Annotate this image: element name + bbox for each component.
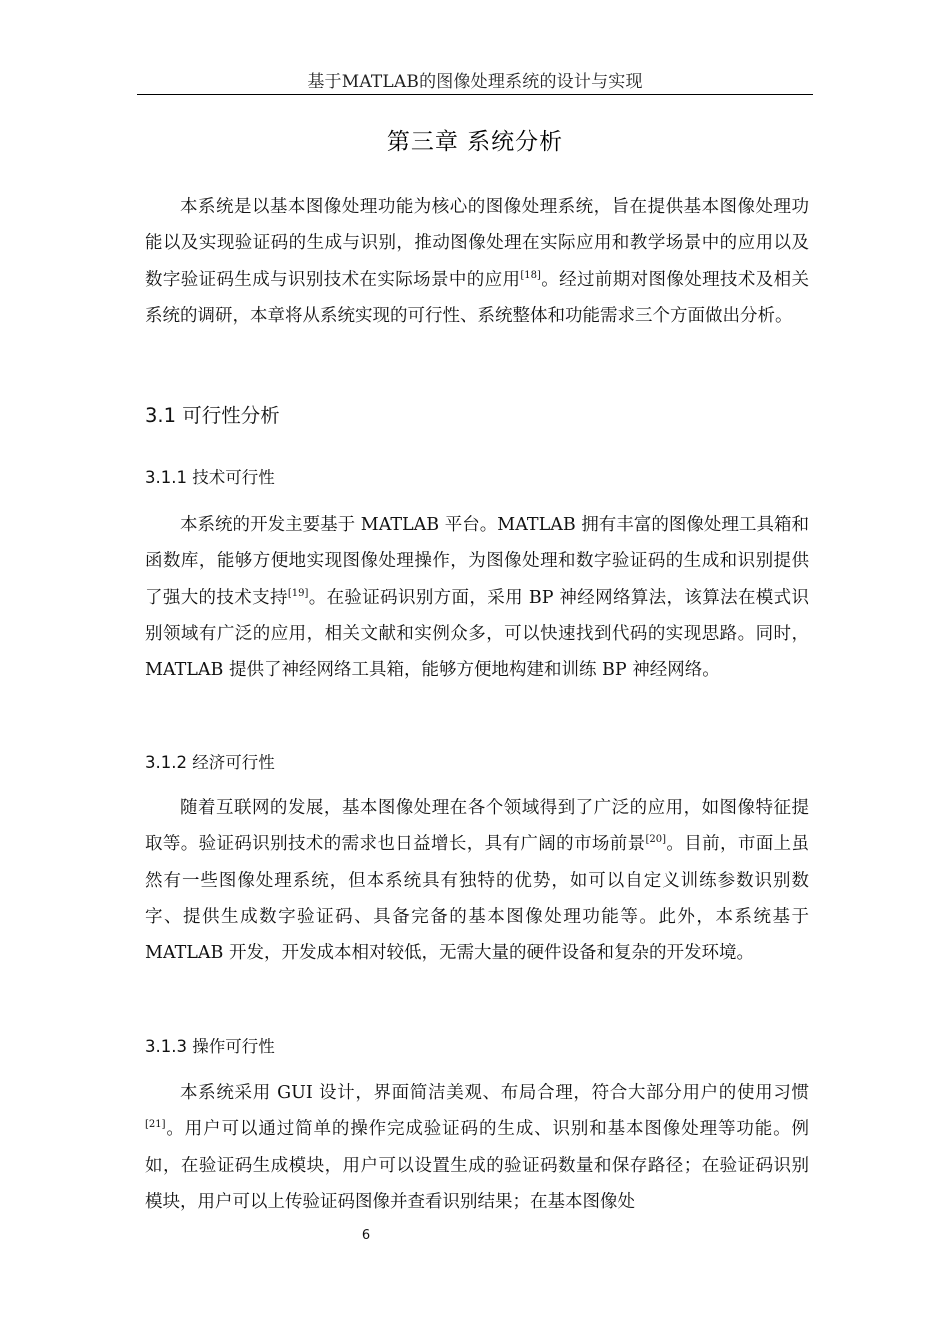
paragraph-text-cont: 。用户可以通过简单的操作完成验证码的生成、识别和基本图像处理等功能。例如，在验证码生成模块，用户可以设置生成的验证码数量和保存路径；在验证码识别模块，用户可以上传验证码图像并查看识别结果；在基本图像处: [145, 1119, 809, 1212]
subsection-heading-3-1-1: 3.1.1 技术可行性: [145, 468, 275, 487]
subsection-heading-3-1-2: 3.1.2 经济可行性: [145, 753, 275, 772]
page-number: 6: [361, 1228, 371, 1243]
section-heading-3-1: 3.1 可行性分析: [145, 404, 280, 427]
citation-ref: [18]: [520, 269, 541, 281]
paragraph-text: 本系统采用 GUI 设计，界面简洁美观、布局合理，符合大部分用户的使用习惯: [180, 1083, 809, 1103]
paragraph-operational-feasibility: [145, 1075, 809, 1220]
paragraph-text-cont: 。目前，市面上虽然有一些图像处理系统，但本系统具有独特的优势，如可以自定义训练参数识别数字、提供生成数字验证码、具备完备的基本图像处理功能等。此外，本系统基于 MATLAB 开发，开发成本相对较低，无需大量的硬件设备和复杂的开发环境。: [145, 834, 810, 964]
paragraph-text: 随着互联网的发展，基本图像处理在各个领域得到了广泛的应用，如图像特征提取等。验证码识别技术的需求也日益增长，具有广阔的市场前景: [145, 798, 809, 855]
paragraph-text: 本系统的开发主要基于 MATLAB 平台。MATLAB 拥有丰富的图像处理工具箱和函数库，能够方便地实现图像处理操作，为图像处理和数字验证码的生成和识别提供了强大的技术支持: [145, 515, 809, 608]
paragraph-technical-feasibility: [145, 507, 809, 688]
intro-text-cont: 。经过前期对图像处理技术及相关系统的调研，本章将从系统实现的可行性、系统整体和功能需求三个方面做出分析。: [145, 269, 810, 326]
citation-ref: [20]: [645, 834, 667, 846]
chapter-title: 第三章 系统分析: [386, 129, 564, 155]
citation-ref: [21]: [145, 1119, 166, 1131]
intro-text: 本系统是以基本图像处理功能为核心的图像处理系统，旨在提供基本图像处理功能以及实现验证码的生成与识别，推动图像处理在实际应用和教学场景中的应用以及数字验证码生成与识别技术在实际场景中的应用: [145, 197, 809, 290]
intro-paragraph: [145, 189, 809, 334]
citation-ref: [19]: [287, 587, 309, 599]
subsection-heading-3-1-3: 3.1.3 操作可行性: [145, 1037, 275, 1056]
paragraph-text-cont: 。在验证码识别方面，采用 BP 神经网络算法，该算法在模式识别领域有广泛的应用，相关文献和实例众多，可以快速找到代码的实现思路。同时，MATLAB 提供了神经网络工具箱，能够方便地构建和训练 BP 神经网络。: [145, 587, 809, 681]
paragraph-economic-feasibility: [145, 790, 809, 971]
header-rule: [137, 94, 813, 95]
running-header: 基于MATLAB的图像处理系统的设计与实现: [307, 72, 643, 92]
